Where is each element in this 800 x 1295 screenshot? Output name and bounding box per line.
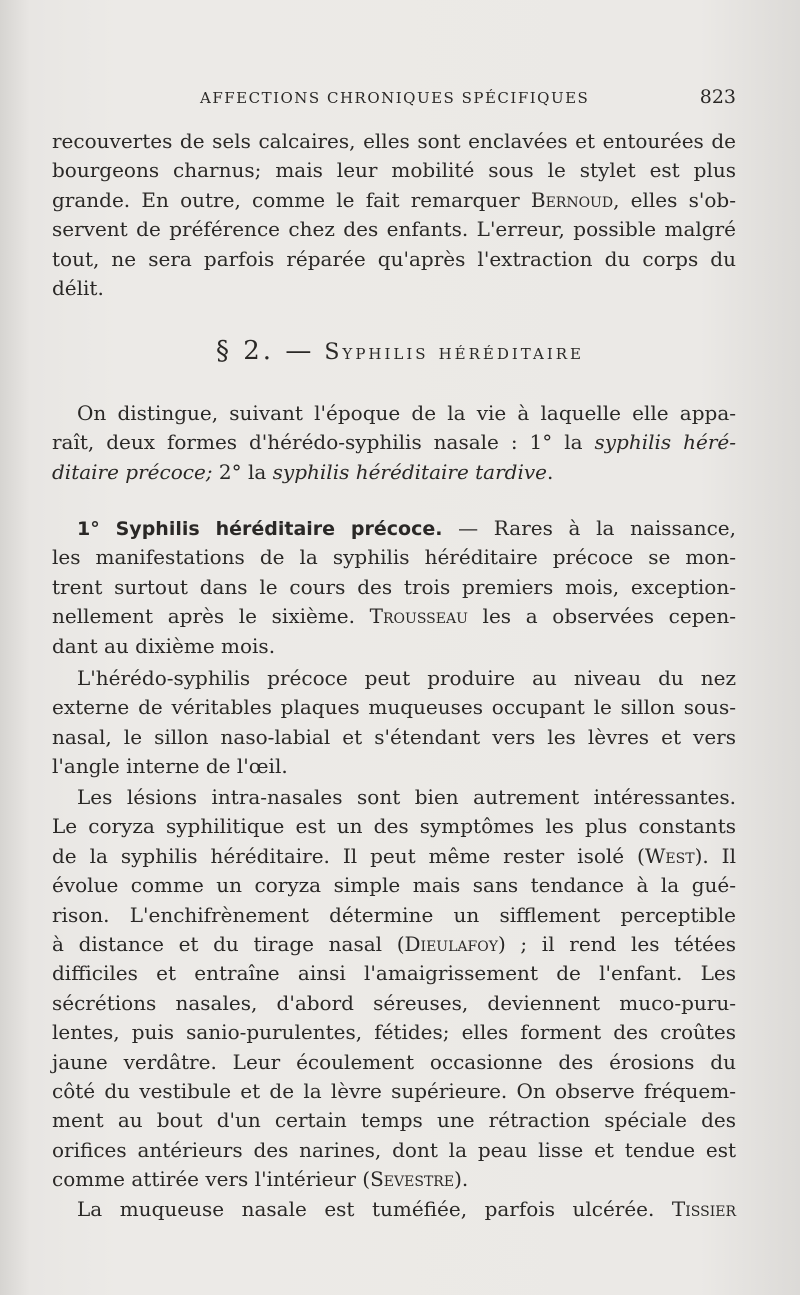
text-line: La muqueuse nasale est tuméfiée, parfois ulcérée. Tissier [77, 1197, 736, 1221]
text-line: raît, deux formes d'hérédo-syphilis nasale : 1° la syphilis héré- [52, 430, 736, 455]
text-line: 1° Syphilis héréditaire précoce. — Rares à la naissance, [77, 516, 736, 540]
paragraph-intro [52, 399, 736, 487]
text-line: sécrétions nasales, d'abord séreuses, deviennent muco-puru- [52, 990, 736, 1015]
text-line: tout, ne sera parfois réparée qu'après l'extraction du corps du [52, 246, 736, 271]
text-line: évolue comme un coryza simple mais sans tendance à la gué- [52, 873, 736, 898]
author-name: Tissier [671, 1197, 736, 1221]
text-line: ditaire précoce; 2° la syphilis héréditaire tardive. [52, 459, 554, 484]
text-line: ment au bout d'un certain temps une rétraction spéciale des [52, 1108, 736, 1133]
page-number: 823 [699, 86, 736, 108]
text-line: bourgeons charnus; mais leur mobilité sous le stylet est plus [52, 158, 736, 183]
paragraph-precoce [52, 514, 736, 661]
page-header [200, 86, 736, 108]
text-line: jaune verdâtre. Leur écoulement occasionne des érosions du [52, 1049, 736, 1074]
text-line: On distingue, suivant l'époque de la vie à laquelle elle appa- [77, 401, 736, 425]
author-name: West [644, 843, 695, 868]
text-line: L'hérédo-syphilis précoce peut produire au niveau du nez [77, 666, 736, 690]
section-title: Syphilis héréditaire [324, 340, 584, 365]
text-line: trent surtout dans le cours des trois premiers mois, exception- [52, 574, 736, 599]
text-line: Les lésions intra-nasales sont bien autrement intéressantes. [77, 785, 736, 809]
text-line: grande. En outre, comme le fait remarquer Bernoud, elles s'ob- [52, 187, 736, 212]
text-line: nellement après le sixième. Trousseau les a observées cepen- [52, 604, 736, 629]
text-line: recouvertes de sels calcaires, elles sont enclavées et entourées de [52, 129, 736, 153]
text-line: à distance et du tirage nasal (Dieulafoy) ; il rend les tétées [52, 931, 736, 956]
text-line: dant au dixième mois. [52, 633, 276, 658]
text-line: difficiles et entraîne ainsi l'amaigrissement de l'enfant. Les [52, 961, 736, 986]
subsection-heading: 1° Syphilis héréditaire précoce. [77, 518, 443, 540]
paragraph-nez-externe [52, 664, 736, 782]
author-name: Trousseau [369, 604, 468, 629]
author-name: Sevestre [370, 1167, 455, 1192]
text-line: externe de véritables plaques muqueuses occupant le sillon sous- [52, 695, 736, 720]
text-line: comme attirée vers l'intérieur (Sevestre). [52, 1167, 469, 1192]
text-line: Le coryza syphilitique est un des symptômes les plus constants [52, 814, 736, 839]
author-name: Bernoud [530, 187, 614, 212]
text-line: délit. [52, 275, 104, 300]
text-line: l'angle interne de l'œil. [52, 754, 288, 779]
paragraph-continuation [52, 127, 736, 303]
paragraph-muqueuse [52, 1195, 736, 1224]
text-line: de la syphilis héréditaire. Il peut même rester isolé (West). Il [52, 843, 736, 868]
running-head: AFFECTIONS CHRONIQUES SPÉCIFIQUES [200, 89, 590, 107]
paragraph-lesions [52, 783, 736, 1194]
text-line: orifices antérieurs des narines, dont la peau lisse et tendue est [52, 1137, 736, 1162]
text-line: côté du vestibule et de la lèvre supérieure. On observe fréquem- [52, 1078, 736, 1103]
text-line: servent de préférence chez des enfants. L'erreur, possible malgré [52, 217, 736, 242]
text-line: lentes, puis sanio-purulentes, fétides; elles forment des croûtes [52, 1020, 736, 1045]
text-line: rison. L'enchifrènement détermine un sifflement perceptible [52, 902, 736, 927]
section-number: § 2. — [216, 336, 315, 366]
text-line: les manifestations de la syphilis héréditaire précoce se mon- [52, 545, 736, 570]
author-name: Dieulafoy [404, 931, 498, 956]
text-line: nasal, le sillon naso-labial et s'étendant vers les lèvres et vers [52, 724, 736, 749]
section-heading [0, 336, 800, 366]
